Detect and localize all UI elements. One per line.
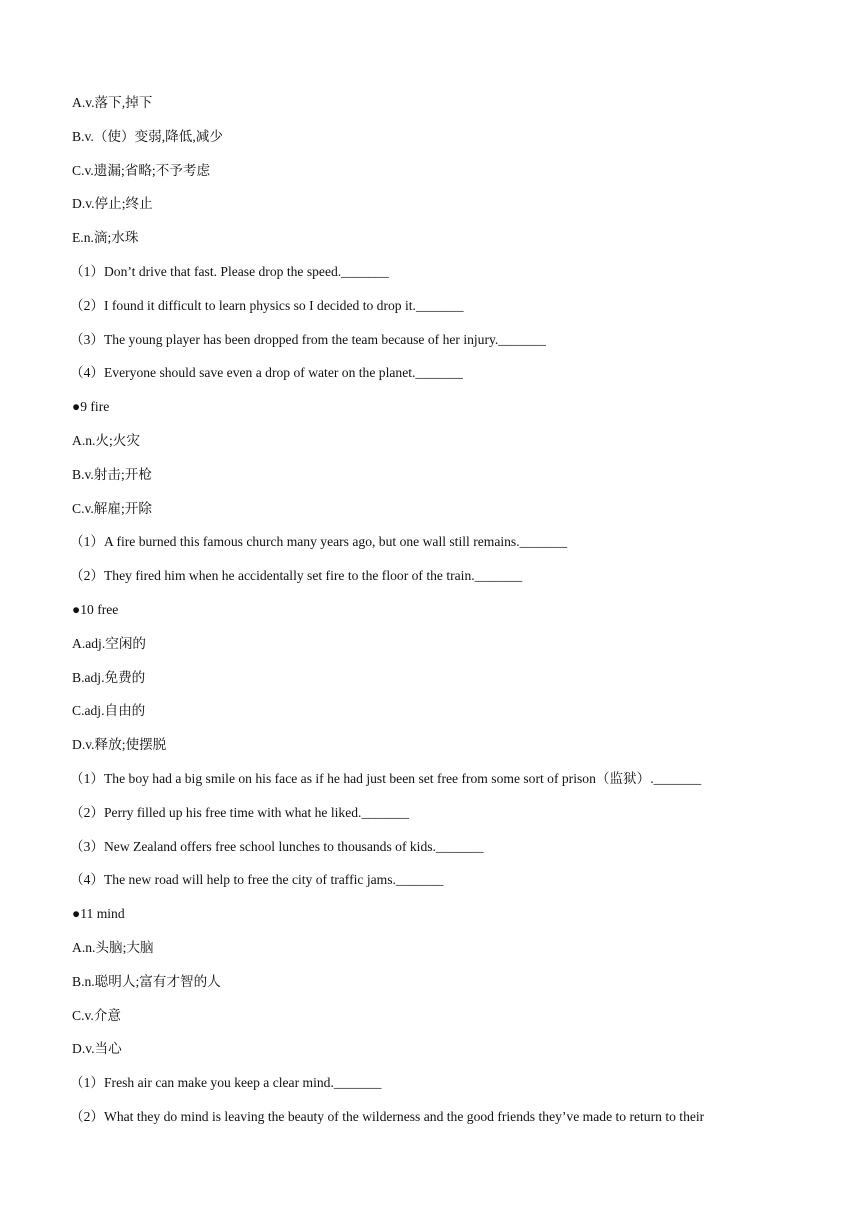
question-line: （3）New Zealand offers free school lunches to thousands of kids._______ xyxy=(70,838,484,854)
option-line: B.n.聪明人;富有才智的人 xyxy=(72,973,221,989)
option-line: C.v.遗漏;省略;不予考虑 xyxy=(72,162,211,178)
option-line: C.adj.自由的 xyxy=(72,703,146,719)
option-line: C.v.介意 xyxy=(72,1007,121,1023)
question-line: （4）The new road will help to free the city of traffic jams._______ xyxy=(70,872,444,888)
question-line: （1）A fire burned this famous church many years ago, but one wall still remains._______ xyxy=(70,534,568,550)
question-line: （1）The boy had a big smile on his face as if he had just been set free from some sort of prison（监狱）._______ xyxy=(70,770,702,786)
question-line: （2）What they do mind is leaving the beauty of the wilderness and the good friends they’ve made to return to their xyxy=(70,1108,705,1124)
exercise-text xyxy=(72,92,812,1140)
question-line: （3）The young player has been dropped from the team because of her injury._______ xyxy=(70,331,546,347)
option-line: B.v.（使）变弱,降低,减少 xyxy=(72,128,223,144)
option-line: C.v.解雇;开除 xyxy=(72,500,152,516)
question-line: （2）I found it difficult to learn physics so I decided to drop it._______ xyxy=(70,297,464,313)
word-heading: ●10 free xyxy=(72,601,119,617)
option-line: E.n.滴;水珠 xyxy=(72,230,139,246)
option-line: B.v.射击;开枪 xyxy=(72,466,152,482)
option-line: D.v.当心 xyxy=(72,1041,122,1057)
option-line: B.adj.免费的 xyxy=(72,669,146,685)
question-line: （2）They fired him when he accidentally set fire to the floor of the train._______ xyxy=(70,568,523,584)
option-line: A.n.头脑;大脑 xyxy=(72,939,154,955)
option-line: D.v.停止;终止 xyxy=(72,196,153,212)
question-line: （2）Perry filled up his free time with what he liked._______ xyxy=(70,804,410,820)
question-line: （4）Everyone should save even a drop of water on the planet._______ xyxy=(70,365,463,381)
option-line: A.n.火;火灾 xyxy=(72,432,140,448)
option-line: A.adj.空闲的 xyxy=(72,635,147,651)
word-heading: ●9 fire xyxy=(72,399,110,415)
question-line: （1）Fresh air can make you keep a clear mind._______ xyxy=(70,1075,382,1091)
option-line: A.v.落下,掉下 xyxy=(72,95,153,110)
option-line: D.v.释放;使摆脱 xyxy=(72,737,167,753)
word-heading: ●11 mind xyxy=(72,906,125,922)
question-line: （1）Don’t drive that fast. Please drop the speed._______ xyxy=(70,263,389,279)
